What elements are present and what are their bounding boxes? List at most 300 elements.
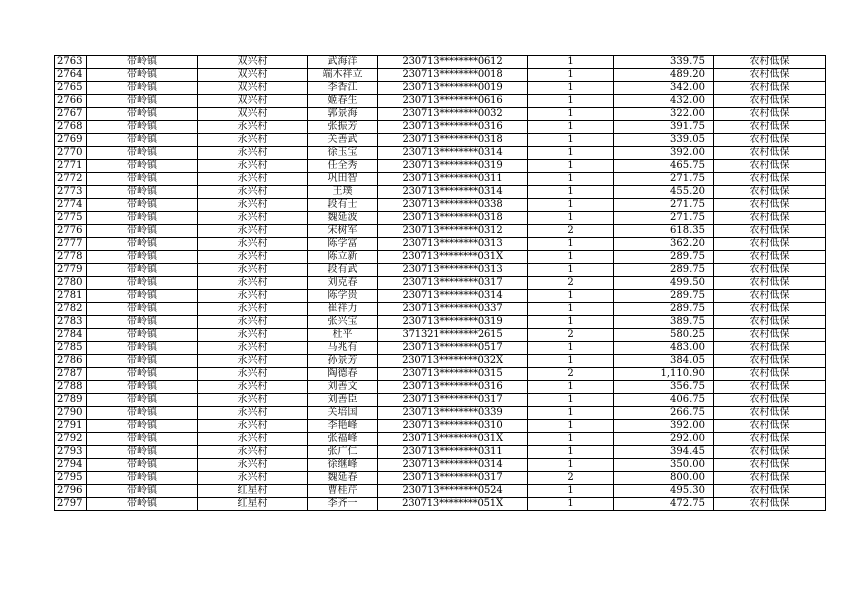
assistance-type-cell: 农村低保 <box>714 69 826 82</box>
town-cell: 带岭镇 <box>87 459 198 472</box>
table-row <box>55 316 826 329</box>
household-size-cell: 1 <box>528 238 614 251</box>
assistance-type-cell: 农村低保 <box>714 56 826 69</box>
village-cell: 双兴村 <box>198 82 308 95</box>
amount-cell: 339.75 <box>614 56 714 69</box>
name-cell: 崔祥力 <box>308 303 378 316</box>
id-number-cell: 230713********031X <box>378 251 528 264</box>
assistance-type-cell: 农村低保 <box>714 316 826 329</box>
id-number-cell: 230713********0310 <box>378 420 528 433</box>
town-cell: 带岭镇 <box>87 394 198 407</box>
table-row <box>55 251 826 264</box>
amount-cell: 289.75 <box>614 264 714 277</box>
id-number-cell: 230713********032X <box>378 355 528 368</box>
id-number-cell: 230713********0314 <box>378 459 528 472</box>
town-cell: 带岭镇 <box>87 95 198 108</box>
assistance-type-cell: 农村低保 <box>714 290 826 303</box>
amount-cell: 271.75 <box>614 212 714 225</box>
town-cell: 带岭镇 <box>87 420 198 433</box>
household-size-cell: 1 <box>528 212 614 225</box>
name-cell: 陈学富 <box>308 238 378 251</box>
name-cell: 魏延春 <box>308 472 378 485</box>
name-cell: 刘善文 <box>308 381 378 394</box>
amount-cell: 394.45 <box>614 446 714 459</box>
id-number-cell: 230713********0337 <box>378 303 528 316</box>
amount-cell: 350.00 <box>614 459 714 472</box>
household-size-cell: 1 <box>528 485 614 498</box>
id-number-cell: 230713********0517 <box>378 342 528 355</box>
table-row <box>55 277 826 290</box>
table-row <box>55 238 826 251</box>
household-size-cell: 2 <box>528 329 614 342</box>
village-cell: 永兴村 <box>198 420 308 433</box>
village-cell: 双兴村 <box>198 69 308 82</box>
table-row <box>55 420 826 433</box>
row-number-cell: 2778 <box>55 251 87 264</box>
town-cell: 带岭镇 <box>87 264 198 277</box>
row-number-cell: 2766 <box>55 95 87 108</box>
assistance-type-cell: 农村低保 <box>714 199 826 212</box>
id-number-cell: 230713********0339 <box>378 407 528 420</box>
name-cell: 王璞 <box>308 186 378 199</box>
id-number-cell: 230713********0312 <box>378 225 528 238</box>
town-cell: 带岭镇 <box>87 186 198 199</box>
town-cell: 带岭镇 <box>87 355 198 368</box>
amount-cell: 271.75 <box>614 199 714 212</box>
table-row <box>55 329 826 342</box>
amount-cell: 483.00 <box>614 342 714 355</box>
amount-cell: 289.75 <box>614 251 714 264</box>
village-cell: 永兴村 <box>198 290 308 303</box>
table-row <box>55 355 826 368</box>
town-cell: 带岭镇 <box>87 212 198 225</box>
amount-cell: 289.75 <box>614 290 714 303</box>
household-size-cell: 1 <box>528 459 614 472</box>
town-cell: 带岭镇 <box>87 173 198 186</box>
household-size-cell: 1 <box>528 407 614 420</box>
village-cell: 永兴村 <box>198 381 308 394</box>
name-cell: 张兴宝 <box>308 316 378 329</box>
table-row <box>55 121 826 134</box>
town-cell: 带岭镇 <box>87 316 198 329</box>
town-cell: 带岭镇 <box>87 238 198 251</box>
household-size-cell: 1 <box>528 56 614 69</box>
table-row <box>55 498 826 511</box>
village-cell: 永兴村 <box>198 173 308 186</box>
row-number-cell: 2784 <box>55 329 87 342</box>
id-number-cell: 230713********0032 <box>378 108 528 121</box>
town-cell: 带岭镇 <box>87 56 198 69</box>
id-number-cell: 230713********0316 <box>378 381 528 394</box>
name-cell: 曹桂芹 <box>308 485 378 498</box>
amount-cell: 472.75 <box>614 498 714 511</box>
household-size-cell: 1 <box>528 394 614 407</box>
data-table <box>54 55 826 511</box>
id-number-cell: 230713********031X <box>378 433 528 446</box>
village-cell: 永兴村 <box>198 212 308 225</box>
village-cell: 永兴村 <box>198 264 308 277</box>
household-size-cell: 1 <box>528 82 614 95</box>
row-number-cell: 2796 <box>55 485 87 498</box>
assistance-type-cell: 农村低保 <box>714 225 826 238</box>
id-number-cell: 230713********0313 <box>378 238 528 251</box>
row-number-cell: 2764 <box>55 69 87 82</box>
row-number-cell: 2767 <box>55 108 87 121</box>
row-number-cell: 2790 <box>55 407 87 420</box>
household-size-cell: 1 <box>528 316 614 329</box>
row-number-cell: 2788 <box>55 381 87 394</box>
name-cell: 任全秀 <box>308 160 378 173</box>
name-cell: 关善武 <box>308 134 378 147</box>
table-row <box>55 95 826 108</box>
amount-cell: 455.20 <box>614 186 714 199</box>
village-cell: 双兴村 <box>198 108 308 121</box>
table-row <box>55 394 826 407</box>
household-size-cell: 1 <box>528 69 614 82</box>
id-number-cell: 230713********0314 <box>378 186 528 199</box>
name-cell: 张福峰 <box>308 433 378 446</box>
table-row <box>55 381 826 394</box>
town-cell: 带岭镇 <box>87 290 198 303</box>
row-number-cell: 2794 <box>55 459 87 472</box>
town-cell: 带岭镇 <box>87 108 198 121</box>
town-cell: 带岭镇 <box>87 407 198 420</box>
table-row <box>55 173 826 186</box>
row-number-cell: 2777 <box>55 238 87 251</box>
id-number-cell: 230713********0314 <box>378 147 528 160</box>
name-cell: 郭景海 <box>308 108 378 121</box>
amount-cell: 618.35 <box>614 225 714 238</box>
village-cell: 永兴村 <box>198 472 308 485</box>
row-number-cell: 2787 <box>55 368 87 381</box>
row-number-cell: 2782 <box>55 303 87 316</box>
village-cell: 永兴村 <box>198 329 308 342</box>
table-row <box>55 56 826 69</box>
row-number-cell: 2793 <box>55 446 87 459</box>
name-cell: 关培国 <box>308 407 378 420</box>
table-row <box>55 433 826 446</box>
assistance-type-cell: 农村低保 <box>714 121 826 134</box>
household-size-cell: 2 <box>528 472 614 485</box>
table-row <box>55 446 826 459</box>
name-cell: 马兆有 <box>308 342 378 355</box>
household-size-cell: 2 <box>528 277 614 290</box>
table-row <box>55 82 826 95</box>
table-row <box>55 108 826 121</box>
village-cell: 双兴村 <box>198 95 308 108</box>
amount-cell: 432.00 <box>614 95 714 108</box>
row-number-cell: 2786 <box>55 355 87 368</box>
name-cell: 巩田智 <box>308 173 378 186</box>
town-cell: 带岭镇 <box>87 225 198 238</box>
table-row <box>55 160 826 173</box>
assistance-type-cell: 农村低保 <box>714 160 826 173</box>
row-number-cell: 2791 <box>55 420 87 433</box>
town-cell: 带岭镇 <box>87 472 198 485</box>
id-number-cell: 230713********0315 <box>378 368 528 381</box>
household-size-cell: 1 <box>528 290 614 303</box>
assistance-type-cell: 农村低保 <box>714 173 826 186</box>
table-row <box>55 199 826 212</box>
row-number-cell: 2783 <box>55 316 87 329</box>
town-cell: 带岭镇 <box>87 147 198 160</box>
name-cell: 端木祥立 <box>308 69 378 82</box>
assistance-type-cell: 农村低保 <box>714 342 826 355</box>
row-number-cell: 2765 <box>55 82 87 95</box>
amount-cell: 489.20 <box>614 69 714 82</box>
name-cell: 魏延波 <box>308 212 378 225</box>
row-number-cell: 2775 <box>55 212 87 225</box>
id-number-cell: 230713********0524 <box>378 485 528 498</box>
name-cell: 陈立新 <box>308 251 378 264</box>
assistance-type-cell: 农村低保 <box>714 147 826 160</box>
amount-cell: 356.75 <box>614 381 714 394</box>
table-row <box>55 69 826 82</box>
id-number-cell: 230713********0338 <box>378 199 528 212</box>
table-row <box>55 368 826 381</box>
town-cell: 带岭镇 <box>87 381 198 394</box>
town-cell: 带岭镇 <box>87 485 198 498</box>
village-cell: 永兴村 <box>198 355 308 368</box>
household-size-cell: 1 <box>528 433 614 446</box>
amount-cell: 580.25 <box>614 329 714 342</box>
amount-cell: 406.75 <box>614 394 714 407</box>
assistance-type-cell: 农村低保 <box>714 264 826 277</box>
id-number-cell: 371321********2615 <box>378 329 528 342</box>
name-cell: 陈学贵 <box>308 290 378 303</box>
table-row <box>55 303 826 316</box>
village-cell: 永兴村 <box>198 186 308 199</box>
name-cell: 李艳峰 <box>308 420 378 433</box>
amount-cell: 289.75 <box>614 303 714 316</box>
amount-cell: 392.00 <box>614 147 714 160</box>
assistance-type-cell: 农村低保 <box>714 212 826 225</box>
amount-cell: 292.00 <box>614 433 714 446</box>
amount-cell: 465.75 <box>614 160 714 173</box>
table-row <box>55 472 826 485</box>
household-size-cell: 1 <box>528 134 614 147</box>
amount-cell: 391.75 <box>614 121 714 134</box>
household-size-cell: 1 <box>528 95 614 108</box>
id-number-cell: 230713********0319 <box>378 316 528 329</box>
table-row <box>55 212 826 225</box>
row-number-cell: 2779 <box>55 264 87 277</box>
village-cell: 永兴村 <box>198 433 308 446</box>
name-cell: 姬春生 <box>308 95 378 108</box>
household-size-cell: 1 <box>528 199 614 212</box>
table-row <box>55 264 826 277</box>
name-cell: 张广仁 <box>308 446 378 459</box>
village-cell: 永兴村 <box>198 160 308 173</box>
village-cell: 永兴村 <box>198 342 308 355</box>
household-size-cell: 1 <box>528 121 614 134</box>
assistance-type-cell: 农村低保 <box>714 108 826 121</box>
household-size-cell: 1 <box>528 108 614 121</box>
amount-cell: 1,110.90 <box>614 368 714 381</box>
assistance-type-cell: 农村低保 <box>714 472 826 485</box>
row-number-cell: 2763 <box>55 56 87 69</box>
name-cell: 孙景芳 <box>308 355 378 368</box>
town-cell: 带岭镇 <box>87 368 198 381</box>
name-cell: 李香江 <box>308 82 378 95</box>
assistance-type-cell: 农村低保 <box>714 394 826 407</box>
row-number-cell: 2776 <box>55 225 87 238</box>
row-number-cell: 2785 <box>55 342 87 355</box>
amount-cell: 322.00 <box>614 108 714 121</box>
household-size-cell: 1 <box>528 160 614 173</box>
assistance-type-cell: 农村低保 <box>714 186 826 199</box>
assistance-type-cell: 农村低保 <box>714 459 826 472</box>
name-cell: 刘善臣 <box>308 394 378 407</box>
town-cell: 带岭镇 <box>87 69 198 82</box>
id-number-cell: 230713********0318 <box>378 212 528 225</box>
id-number-cell: 230713********0317 <box>378 472 528 485</box>
amount-cell: 362.20 <box>614 238 714 251</box>
village-cell: 永兴村 <box>198 446 308 459</box>
id-number-cell: 230713********0317 <box>378 277 528 290</box>
village-cell: 双兴村 <box>198 56 308 69</box>
village-cell: 永兴村 <box>198 134 308 147</box>
assistance-type-cell: 农村低保 <box>714 355 826 368</box>
assistance-type-cell: 农村低保 <box>714 381 826 394</box>
row-number-cell: 2780 <box>55 277 87 290</box>
id-number-cell: 230713********0316 <box>378 121 528 134</box>
assistance-type-cell: 农村低保 <box>714 95 826 108</box>
assistance-type-cell: 农村低保 <box>714 368 826 381</box>
row-number-cell: 2774 <box>55 199 87 212</box>
name-cell: 刘克春 <box>308 277 378 290</box>
village-cell: 永兴村 <box>198 238 308 251</box>
assistance-type-cell: 农村低保 <box>714 446 826 459</box>
id-number-cell: 230713********051X <box>378 498 528 511</box>
name-cell: 杜平 <box>308 329 378 342</box>
town-cell: 带岭镇 <box>87 433 198 446</box>
amount-cell: 271.75 <box>614 173 714 186</box>
amount-cell: 495.30 <box>614 485 714 498</box>
household-size-cell: 1 <box>528 498 614 511</box>
amount-cell: 384.05 <box>614 355 714 368</box>
household-size-cell: 1 <box>528 446 614 459</box>
row-number-cell: 2772 <box>55 173 87 186</box>
amount-cell: 389.75 <box>614 316 714 329</box>
id-number-cell: 230713********0313 <box>378 264 528 277</box>
row-number-cell: 2769 <box>55 134 87 147</box>
household-size-cell: 1 <box>528 264 614 277</box>
table-row <box>55 147 826 160</box>
assistance-type-cell: 农村低保 <box>714 82 826 95</box>
id-number-cell: 230713********0612 <box>378 56 528 69</box>
household-size-cell: 1 <box>528 420 614 433</box>
amount-cell: 342.00 <box>614 82 714 95</box>
id-number-cell: 230713********0314 <box>378 290 528 303</box>
household-size-cell: 1 <box>528 355 614 368</box>
table-row <box>55 407 826 420</box>
town-cell: 带岭镇 <box>87 82 198 95</box>
village-cell: 永兴村 <box>198 303 308 316</box>
village-cell: 永兴村 <box>198 277 308 290</box>
name-cell: 武海洋 <box>308 56 378 69</box>
household-size-cell: 1 <box>528 173 614 186</box>
town-cell: 带岭镇 <box>87 303 198 316</box>
household-size-cell: 1 <box>528 186 614 199</box>
row-number-cell: 2789 <box>55 394 87 407</box>
village-cell: 永兴村 <box>198 394 308 407</box>
assistance-type-cell: 农村低保 <box>714 498 826 511</box>
village-cell: 红星村 <box>198 485 308 498</box>
row-number-cell: 2797 <box>55 498 87 511</box>
id-number-cell: 230713********0019 <box>378 82 528 95</box>
id-number-cell: 230713********0311 <box>378 446 528 459</box>
village-cell: 红星村 <box>198 498 308 511</box>
town-cell: 带岭镇 <box>87 251 198 264</box>
id-number-cell: 230713********0319 <box>378 160 528 173</box>
town-cell: 带岭镇 <box>87 498 198 511</box>
name-cell: 徐玉宝 <box>308 147 378 160</box>
assistance-type-cell: 农村低保 <box>714 238 826 251</box>
amount-cell: 392.00 <box>614 420 714 433</box>
row-number-cell: 2773 <box>55 186 87 199</box>
name-cell: 张振芳 <box>308 121 378 134</box>
assistance-type-cell: 农村低保 <box>714 329 826 342</box>
table-row <box>55 186 826 199</box>
assistance-type-cell: 农村低保 <box>714 433 826 446</box>
town-cell: 带岭镇 <box>87 134 198 147</box>
id-number-cell: 230713********0311 <box>378 173 528 186</box>
household-size-cell: 2 <box>528 368 614 381</box>
town-cell: 带岭镇 <box>87 342 198 355</box>
assistance-type-cell: 农村低保 <box>714 134 826 147</box>
name-cell: 段有武 <box>308 264 378 277</box>
table-row <box>55 342 826 355</box>
household-size-cell: 1 <box>528 303 614 316</box>
row-number-cell: 2781 <box>55 290 87 303</box>
town-cell: 带岭镇 <box>87 329 198 342</box>
name-cell: 李齐一 <box>308 498 378 511</box>
household-size-cell: 1 <box>528 342 614 355</box>
amount-cell: 499.50 <box>614 277 714 290</box>
household-size-cell: 1 <box>528 251 614 264</box>
household-size-cell: 2 <box>528 225 614 238</box>
assistance-type-cell: 农村低保 <box>714 303 826 316</box>
table-row <box>55 485 826 498</box>
village-cell: 永兴村 <box>198 407 308 420</box>
row-number-cell: 2771 <box>55 160 87 173</box>
assistance-type-cell: 农村低保 <box>714 420 826 433</box>
village-cell: 永兴村 <box>198 459 308 472</box>
table-row <box>55 225 826 238</box>
amount-cell: 339.05 <box>614 134 714 147</box>
village-cell: 永兴村 <box>198 251 308 264</box>
row-number-cell: 2792 <box>55 433 87 446</box>
assistance-type-cell: 农村低保 <box>714 277 826 290</box>
town-cell: 带岭镇 <box>87 199 198 212</box>
id-number-cell: 230713********0318 <box>378 134 528 147</box>
village-cell: 永兴村 <box>198 121 308 134</box>
name-cell: 段有士 <box>308 199 378 212</box>
amount-cell: 800.00 <box>614 472 714 485</box>
id-number-cell: 230713********0018 <box>378 69 528 82</box>
town-cell: 带岭镇 <box>87 277 198 290</box>
town-cell: 带岭镇 <box>87 160 198 173</box>
table-row <box>55 459 826 472</box>
table-row <box>55 290 826 303</box>
household-size-cell: 1 <box>528 147 614 160</box>
assistance-type-cell: 农村低保 <box>714 251 826 264</box>
name-cell: 宋树军 <box>308 225 378 238</box>
assistance-type-cell: 农村低保 <box>714 485 826 498</box>
assistance-type-cell: 农村低保 <box>714 407 826 420</box>
row-number-cell: 2795 <box>55 472 87 485</box>
